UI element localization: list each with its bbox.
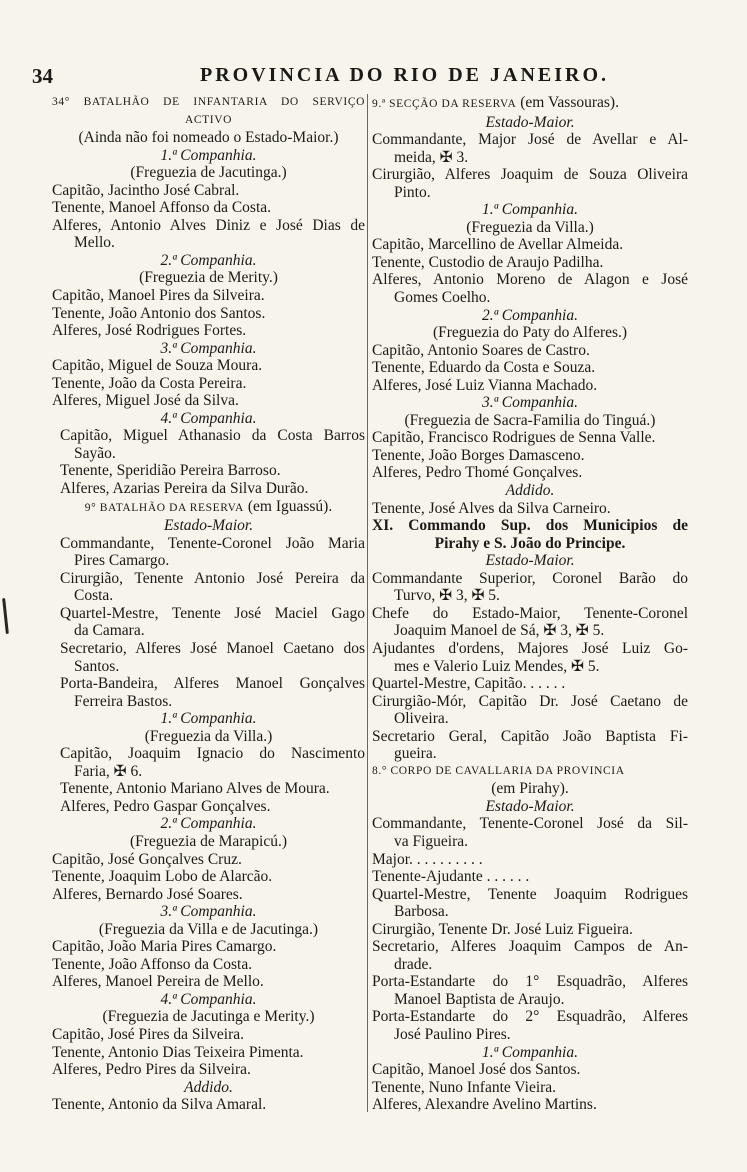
left-column-line: Tenente, Manoel Affonso da Costa.: [52, 199, 272, 217]
right-column-line: 1.ª Companhia.: [482, 1043, 578, 1061]
right-column-line: Capitão, Francisco Rodrigues de Senna Valle.: [372, 429, 656, 447]
right-column-line: Capitão, Antonio Soares de Castro.: [372, 341, 590, 359]
left-column-line: 2.ª Companhia.: [160, 815, 257, 833]
left-column-line: Capitão, João Maria Pires Camargo.: [52, 938, 277, 956]
left-column-line: Mello.: [74, 234, 115, 252]
smallcaps-heading: 9.ª SECÇÃO DA RESERVA: [372, 98, 517, 110]
right-column-line: meida, ✠ 3.: [394, 148, 469, 166]
right-column-line: Estado-Maior.: [485, 113, 575, 131]
left-column-line: Capitão, Manoel Pires da Silveira.: [52, 287, 265, 305]
right-column-line: Cirurgião, Alferes Joaquim de Souza Oliveira: [372, 166, 688, 184]
left-column-line: (Freguezia da Villa e de Jacutinga.): [98, 920, 319, 938]
left-column-line: Alferes, Pedro Gaspar Gonçalves.: [60, 797, 271, 815]
heading-location: (em Iguassú).: [243, 497, 333, 515]
left-column-line: Capitão, Joaquim Ignacio do Nascimento: [60, 745, 365, 763]
left-column-line: Tenente, João Antonio dos Santos.: [52, 304, 266, 322]
right-column-line: Barbosa.: [394, 903, 449, 921]
right-column-line: Pinto.: [394, 183, 431, 201]
right-column-line: Cirurgião-Mór, Capitão Dr. José Caetano de: [372, 692, 688, 710]
right-column-line: Tenente, Eduardo da Costa e Souza.: [372, 359, 596, 377]
left-column-line: 3.ª Companhia.: [160, 339, 257, 357]
left-column-line: [52, 498, 365, 518]
right-column-line: Commandante Superior, Coronel Barão do: [372, 569, 688, 587]
right-column-line: Porta-Estandarte do 2° Esquadrão, Alferes: [372, 1008, 688, 1026]
left-column-line: Capitão, Miguel Athanasio da Costa Barros: [60, 427, 365, 445]
right-column-line: Cirurgião, Tenente Dr. José Luiz Figueira.: [372, 920, 633, 938]
left-column-line: Faria, ✠ 6.: [74, 762, 143, 780]
left-column-line: Alferes, Antonio Alves Diniz e José Dias de: [52, 216, 365, 234]
running-title: PROVINCIA DO RIO DE JANEIRO.: [200, 64, 610, 86]
right-column-line: Oliveira.: [394, 710, 449, 728]
right-column-line: (Freguezia do Paty do Alferes.): [432, 324, 628, 342]
left-column-line: Alferes, Manoel Pereira de Mello.: [52, 973, 264, 991]
right-column-line: Major. . . . . . . . . .: [372, 850, 483, 868]
right-column-line: 1.ª Companhia.: [482, 201, 578, 219]
left-column-line: Ferreira Bastos.: [74, 692, 173, 710]
right-column-line: José Paulino Pires.: [394, 1025, 511, 1043]
right-column-line: Commandante, Tenente-Coronel José da Sil-: [372, 815, 688, 833]
right-column-line: Joaquim Manoel de Sá, ✠ 3, ✠ 5.: [394, 622, 605, 640]
left-column-line: Santos.: [74, 657, 120, 675]
left-column-line: (Freguezia de Jacutinga e Merity.): [102, 1008, 315, 1026]
left-column-line: Tenente, Joaquim Lobo de Alarcão.: [52, 868, 273, 886]
right-column-line: Alferes, Pedro Thomé Gonçalves.: [372, 464, 583, 482]
right-column-line: Capitão, Manoel José dos Santos.: [372, 1061, 581, 1079]
left-column-line: 2.ª Companhia.: [160, 251, 257, 269]
left-column-line: Capitão, Jacintho José Cabral.: [52, 181, 240, 199]
right-column-line: [372, 94, 688, 114]
right-column-line: Tenente, José Alves da Silva Carneiro.: [372, 499, 611, 517]
left-column-line: 4.ª Companhia.: [160, 990, 257, 1008]
left-column-line: Alferes, Miguel José da Silva.: [52, 392, 239, 410]
right-column-line: (em Pirahy).: [491, 780, 569, 798]
right-column-line: Ajudantes d'ordens, Majores José Luiz Go-: [372, 639, 688, 657]
left-column-line: Pires Camargo.: [74, 552, 170, 570]
right-column-line: 8.° CORPO DE CAVALLARIA DA PROVINCIA: [372, 764, 625, 777]
right-column-line: Secretario, Alferes Joaquim Campos de An-: [372, 938, 688, 956]
right-column-line: Alferes, José Luiz Vianna Machado.: [372, 376, 598, 394]
right-column-line: Estado-Maior.: [485, 797, 575, 815]
column-divider: [367, 94, 368, 1112]
margin-pen-mark: [2, 598, 9, 634]
right-column-line: Gomes Coelho.: [394, 289, 491, 307]
right-column-line: 3.ª Companhia.: [482, 394, 578, 412]
left-column-line: 34° BATALHÃO DE INFANTARIA DO SERVIÇO: [52, 96, 365, 108]
left-column-line: (Freguezia de Marapicú.): [129, 832, 288, 850]
left-column-line: ACTIVO: [184, 113, 233, 126]
right-column-line: Pirahy e S. João do Principe.: [434, 534, 626, 552]
left-column-line: Alferes, José Rodrigues Fortes.: [52, 322, 247, 340]
left-column-line: Porta-Bandeira, Alferes Manoel Gonçalves: [60, 675, 365, 693]
left-column-line: Tenente, Antonio Mariano Alves de Moura.: [60, 780, 330, 798]
left-column-line: Cirurgião, Tenente Antonio José Pereira da: [60, 569, 365, 587]
left-column-line: Addido.: [184, 1078, 233, 1096]
left-column-line: Estado-Maior.: [163, 517, 254, 535]
right-column-line: Tenente, Custodio de Araujo Padilha.: [372, 253, 604, 271]
right-column-line: Alferes, Antonio Moreno de Alagon e José: [372, 271, 688, 289]
right-column-line: Commandante, Major José de Avellar e Al-: [372, 131, 688, 149]
right-column-line: Quartel-Mestre, Capitão. . . . . .: [372, 675, 566, 693]
left-column-line: 1.ª Companhia.: [160, 146, 257, 164]
left-column-line: 4.ª Companhia.: [160, 409, 257, 427]
left-column-line: (Freguezia de Jacutinga.): [130, 164, 287, 182]
right-column-line: va Figueira.: [394, 832, 469, 850]
left-column-line: 1.ª Companhia.: [160, 710, 257, 728]
left-column-line: Alferes, Pedro Pires da Silveira.: [52, 1061, 251, 1079]
right-column-line: gueira.: [394, 745, 437, 763]
left-column-line: Costa.: [74, 587, 114, 605]
left-column-line: Tenente, Speridião Pereira Barroso.: [60, 462, 281, 480]
right-column-line: Secretario Geral, Capitão João Baptista Fi-: [372, 727, 688, 745]
left-column-line: Sayão.: [74, 444, 116, 462]
right-column-line: Addido.: [505, 482, 555, 500]
right-column-line: Chefe do Estado-Maior, Tenente-Coronel: [372, 604, 688, 622]
right-column-line: (Freguezia de Sacra-Familia do Tinguá.): [404, 411, 656, 429]
heading-location: (em Vassouras).: [516, 94, 619, 111]
right-column-line: Tenente, Nuno Infante Vieira.: [372, 1078, 557, 1096]
left-column: [52, 94, 365, 1114]
right-column-line: mes e Valerio Luiz Mendes, ✠ 5.: [394, 657, 600, 675]
right-column-line: 2.ª Companhia.: [482, 306, 578, 324]
right-column-line: Quartel-Mestre, Tenente Joaquim Rodrigues: [372, 885, 688, 903]
right-column-line: Capitão, Marcellino de Avellar Almeida.: [372, 236, 624, 254]
right-column-line: XI. Commando Sup. dos Municipios de: [372, 517, 688, 535]
left-column-line: Alferes, Azarias Pereira da Silva Durão.: [60, 480, 309, 498]
right-column: [372, 94, 688, 1114]
right-column-line: drade.: [394, 955, 433, 973]
left-column-line: da Camara.: [74, 622, 145, 640]
left-column-line: Commandante, Tenente-Coronel João Maria: [60, 534, 365, 552]
right-column-line: Alferes, Alexandre Avelino Martins.: [372, 1096, 597, 1114]
left-column-line: Tenente, Antonio da Silva Amaral.: [52, 1096, 267, 1114]
left-column-line: (Freguezia de Merity.): [139, 269, 278, 287]
right-column-line: Tenente-Ajudante . . . . . .: [372, 868, 530, 886]
left-column-line: Alferes, Bernardo José Soares.: [52, 885, 243, 903]
left-column-line: Tenente, João Affonso da Costa.: [52, 955, 253, 973]
right-column-line: (Freguezia da Villa.): [466, 218, 594, 236]
left-column-line: Quartel-Mestre, Tenente José Maciel Gago: [60, 604, 365, 622]
left-column-line: Tenente, Antonio Dias Teixeira Pimenta.: [52, 1043, 304, 1061]
left-column-line: (Freguezia da Villa.): [144, 727, 273, 745]
right-column-line: Porta-Estandarte do 1° Esquadrão, Alferes: [372, 973, 688, 991]
left-column-line: (Ainda não foi nomeado o Estado-Maior.): [78, 129, 339, 147]
page-header: [30, 64, 720, 90]
right-column-line: Tenente, João Borges Damasceno.: [372, 446, 585, 464]
right-column-line: Turvo, ✠ 3, ✠ 5.: [394, 587, 500, 605]
left-column-line: 3.ª Companhia.: [160, 903, 257, 921]
right-column-line: Estado-Maior.: [485, 552, 575, 570]
left-column-line: Capitão, José Pires da Silveira.: [52, 1025, 244, 1043]
left-column-line: Capitão, José Gonçalves Cruz.: [52, 850, 242, 868]
left-column-line: Capitão, Miguel de Souza Moura.: [52, 357, 263, 375]
smallcaps-heading: 9° BATALHÃO DA RESERVA: [84, 501, 244, 514]
left-column-line: Secretario, Alferes José Manoel Caetano dos: [60, 639, 365, 657]
left-column-line: Tenente, João da Costa Pereira.: [52, 374, 247, 392]
page-number: 34: [32, 64, 53, 88]
right-column-line: Manoel Baptista de Araujo.: [394, 990, 565, 1008]
